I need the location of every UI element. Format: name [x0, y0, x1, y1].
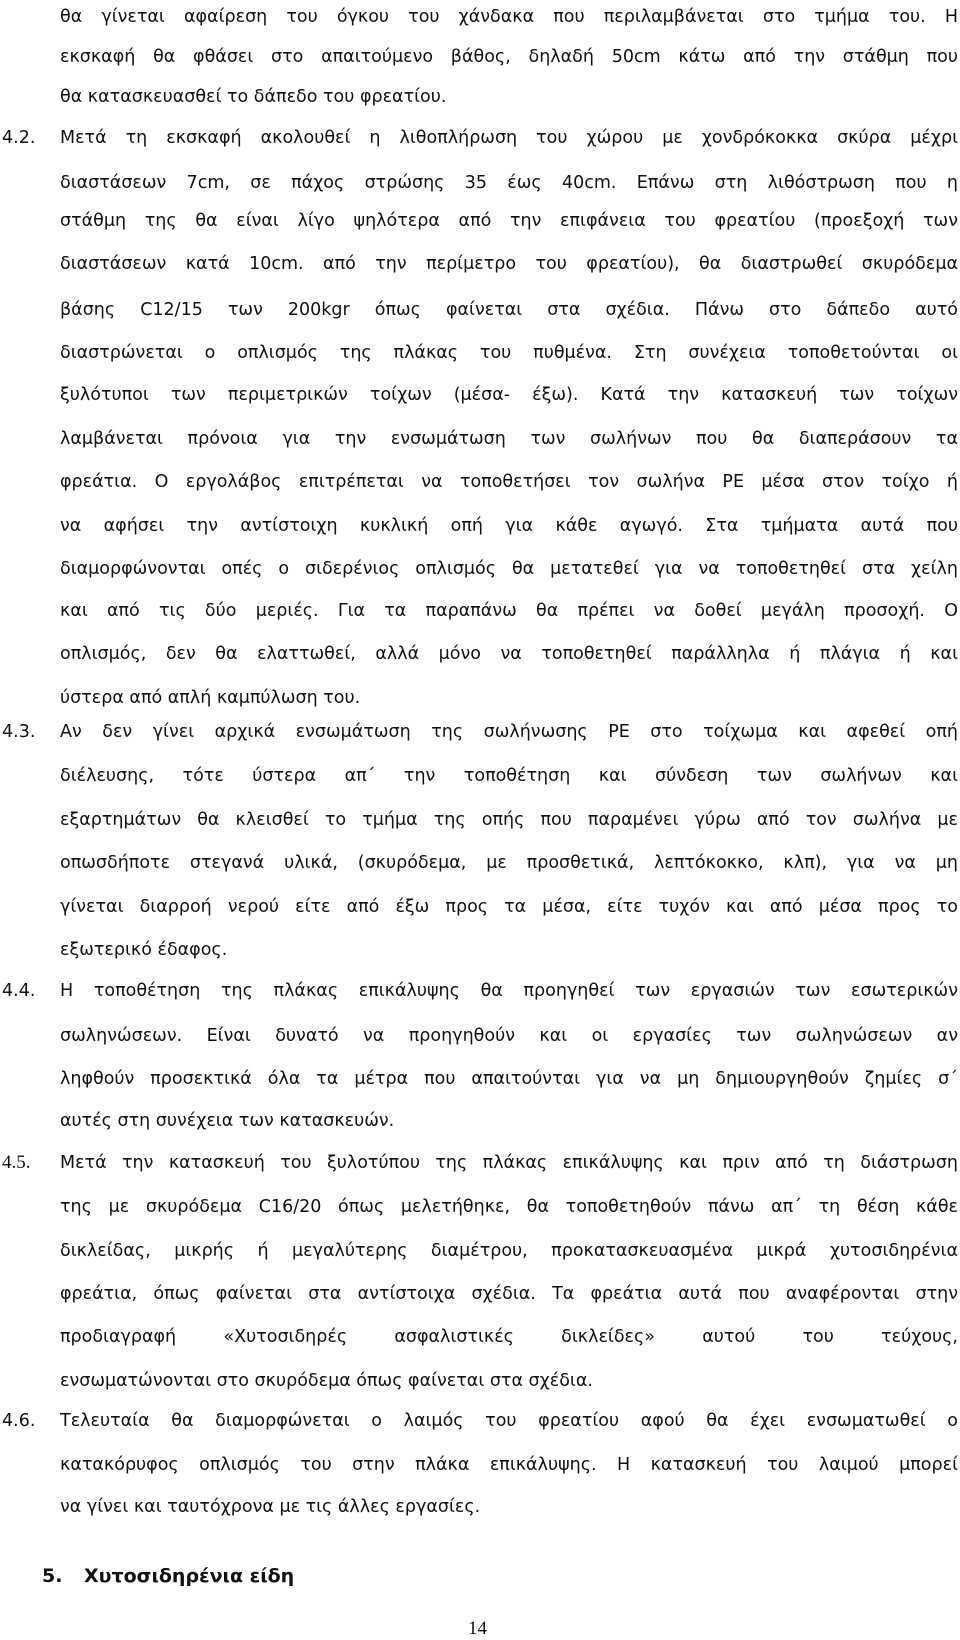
section-line: Μετά τη εκσκαφή ακολουθεί η λιθοπλήρωση του χώρου με χονδρόκοκκα σκύρα μέχρι: [60, 128, 958, 148]
section-line: οπωσδήποτε στεγανά υλικά, (σκυρόδεμα, με προσθετικά, λεπτόκοκκο, κλπ), για να μη: [60, 853, 958, 873]
section-line: διέλευσης, τότε ύστερα απ΄ την τοποθέτηση και σύνδεση των σωλήνων και: [60, 766, 958, 786]
section-line: ενσωματώνονται στο σκυρόδεμα όπως φαίνεται στα σχέδια.: [60, 1371, 593, 1391]
section-line: φρεάτια, όπως φαίνεται στα αντίστοιχα σχέδια. Τα φρεάτια αυτά που αναφέρονται στην: [60, 1284, 958, 1304]
section-line: προδιαγραφή «Χυτοσιδηρές ασφαλιστικές δικλείδες» αυτού του τεύχους,: [60, 1327, 958, 1347]
section-line: κατακόρυφος οπλισμός του στην πλάκα επικάλυψης. Η κατασκευή του λαιμού μπορεί: [60, 1455, 958, 1475]
section-number: 4.3.: [2, 722, 36, 742]
section-line: φρεάτια. Ο εργολάβος επιτρέπεται να τοποθετήσει τον σωλήνα PE μέσα στον τοίχο ή: [60, 472, 958, 492]
section-line: της με σκυρόδεμα C16/20 όπως μελετήθηκε, θα τοποθετηθούν πάνω απ΄ τη θέση κάθε: [60, 1197, 958, 1217]
section-line: ξυλότυποι των περιμετρικών τοίχων (μέσα- έξω). Κατά την κατασκευή των τοίχων: [60, 385, 958, 405]
section-line: εξαρτημάτων θα κλεισθεί το τμήμα της οπής που παραμένει γύρω από τον σωλήνα με: [60, 810, 958, 830]
intro-line: θα κατασκευασθεί το δάπεδο του φρεατίου.: [60, 87, 447, 107]
section-line: Αν δεν γίνει αρχικά ενσωμάτωση της σωλήνωσης PE στο τοίχωμα και αφεθεί οπή: [60, 722, 958, 742]
page-number: 14: [468, 1618, 487, 1639]
section-line: δικλείδας, μικρής ή μεγαλύτερης διαμέτρου, προκατασκευασμένα μικρά χυτοσιδηρένια: [60, 1241, 958, 1261]
section-line: οπλισμός, δεν θα ελαττωθεί, αλλά μόνο να τοποθετηθεί παράλληλα ή πλάγια ή και: [60, 644, 958, 664]
section-line: να αφήσει την αντίστοιχη κυκλική οπή για κάθε αγωγό. Στα τμήματα αυτά που: [60, 516, 958, 536]
section-line: διαστάσεων κατά 10cm. από την περίμετρο του φρεατίου), θα διαστρωθεί σκυρόδεμα: [60, 254, 958, 274]
section-number: 4.6.: [2, 1411, 36, 1431]
section-line: Τελευταία θα διαμορφώνεται ο λαιμός του φρεατίου αφού θα έχει ενσωματωθεί ο: [60, 1411, 958, 1431]
section-number: 4.4.: [2, 981, 36, 1001]
section-number: 4.5.: [2, 1152, 31, 1173]
section-line: ληφθούν προσεκτικά όλα τα μέτρα που απαιτούνται για να μη δημιουργηθούν ζημίες σ΄: [60, 1069, 958, 1089]
intro-line: θα γίνεται αφαίρεση του όγκου του χάνδακα που περιλαμβάνεται στο τμήμα του. Η: [60, 7, 958, 27]
section-line: Μετά την κατασκευή του ξυλοτύπου της πλάκας επικάλυψης και πριν από τη διάστρωση: [60, 1153, 958, 1173]
section-line: γίνεται διαρροή νερού είτε από έξω προς τα μέσα, είτε τυχόν και από μέσα προς το: [60, 897, 958, 917]
section-line: σωληνώσεων. Είναι δυνατό να προηγηθούν και οι εργασίες των σωληνώσεων αν: [60, 1026, 958, 1046]
section-line: διαστάσεων 7cm, σε πάχος στρώσης 35 έως 40cm. Επάνω στη λιθόστρωση που η: [60, 173, 958, 193]
section-line: Η τοποθέτηση της πλάκας επικάλυψης θα προηγηθεί των εργασιών των εσωτερικών: [60, 981, 958, 1001]
section-line: και από τις δύο μεριές. Για τα παραπάνω θα πρέπει να δοθεί μεγάλη προσοχή. Ο: [60, 601, 958, 621]
section-line: διαμορφώνονται οπές ο σιδερένιος οπλισμός θα μετατεθεί για να τοποθετηθεί στα χείλη: [60, 559, 958, 579]
section-line: βάσης C12/15 των 200kgr όπως φαίνεται στα σχέδια. Πάνω στο δάπεδο αυτό: [60, 300, 958, 320]
section-line: διαστρώνεται ο οπλισμός της πλάκας του πυθμένα. Στη συνέχεια τοποθετούνται οι: [60, 343, 958, 363]
section-line: στάθμη της θα είναι λίγο ψηλότερα από την επιφάνεια του φρεατίου (προεξοχή των: [60, 211, 958, 231]
section-number: 4.2.: [2, 128, 36, 148]
section-line: αυτές στη συνέχεια των κατασκευών.: [60, 1111, 395, 1131]
section-heading-number: 5.: [42, 1565, 63, 1587]
section-line: να γίνει και ταυτόχρονα με τις άλλες εργασίες.: [60, 1497, 481, 1517]
section-line: λαμβάνεται πρόνοια για την ενσωμάτωση των σωλήνων που θα διαπεράσουν τα: [60, 429, 958, 449]
intro-line: εκσκαφή θα φθάσει στο απαιτούμενο βάθος, δηλαδή 50cm κάτω από την στάθμη που: [60, 47, 958, 67]
section-heading-title: Χυτοσιδηρένια είδη: [84, 1565, 295, 1587]
section-line: εξωτερικό έδαφος.: [60, 940, 228, 960]
section-line: ύστερα από απλή καμπύλωση του.: [60, 688, 361, 708]
